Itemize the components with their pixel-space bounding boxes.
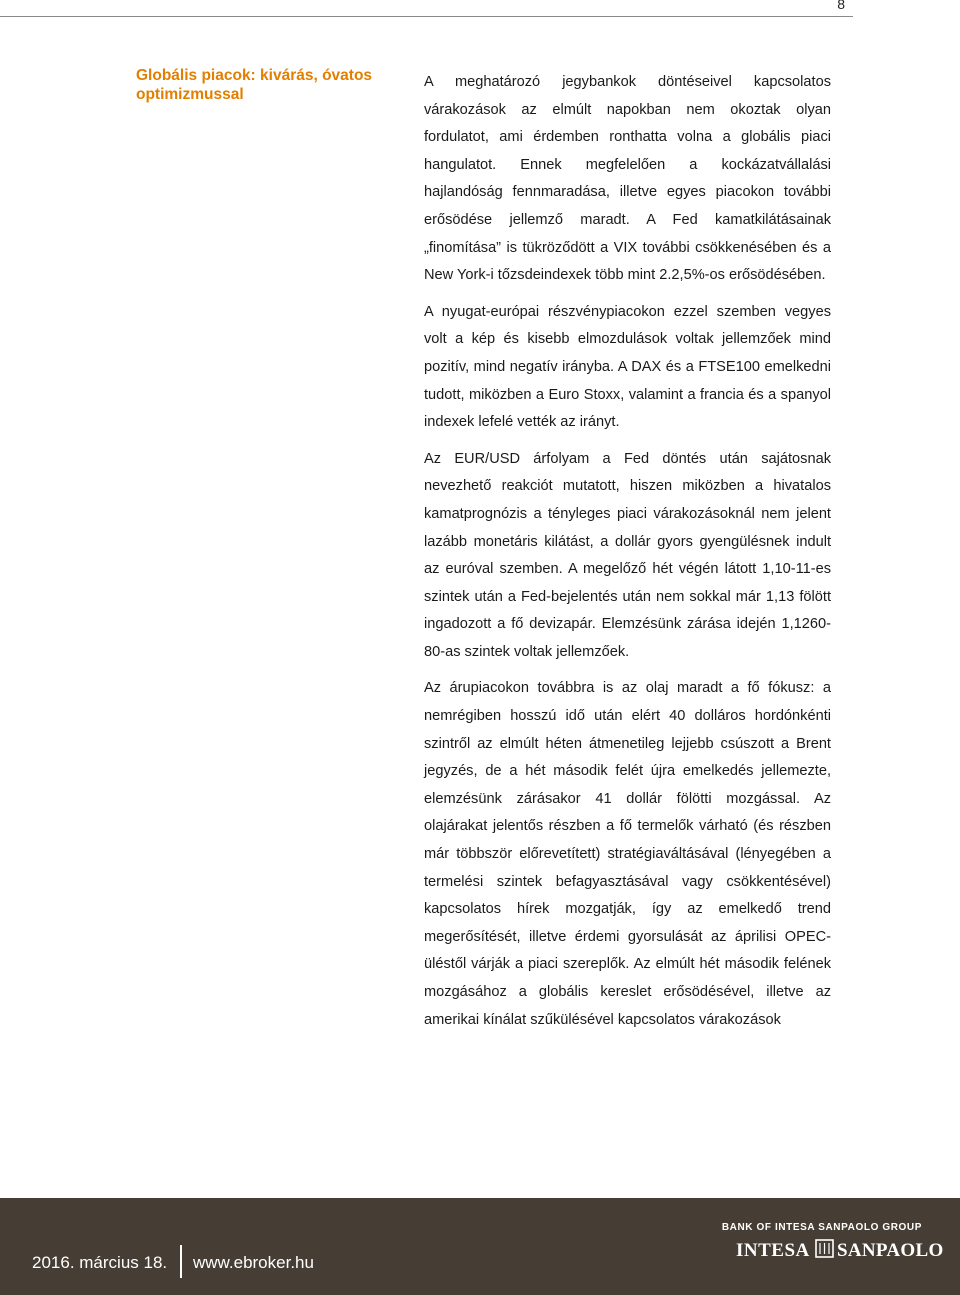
logo-text-right: SANPAOLO xyxy=(837,1240,944,1261)
footer-date: 2016. március 18. xyxy=(32,1253,168,1272)
footer-bar xyxy=(0,1198,960,1295)
footer-url-link[interactable]: www.ebroker.hu xyxy=(193,1253,314,1272)
logo-text-left: INTESA xyxy=(736,1240,810,1261)
sidebar-heading: Globális piacok: kivárás, óvatos optimizmussal xyxy=(136,67,373,103)
bank-group-label: BANK OF INTESA SANPAOLO GROUP xyxy=(721,1222,922,1233)
paragraph: A nyugat-európai részvénypiacokon ezzel szemben vegyes volt a kép és kisebb elmozdulások voltak jellemzőek mind pozitív, mind negatív irányba. A DAX és a FTSE100 emelkedni tudott, miközben a Euro Stoxx, valamint a francia és a spanyol indexek lefelé vették az irányt. xyxy=(424,303,831,431)
intesa-sanpaolo-logo xyxy=(736,1237,944,1261)
footer-divider xyxy=(180,1245,182,1278)
paragraph: Az EUR/USD árfolyam a Fed döntés után sajátosnak nevezhető reakciót mutatott, hiszen miközben a hivatalos kamatprognózis a tényleges piaci várakozásoknál nem jelent lazább monetáris kilátást, a dollár gyors gyengülésnek indult az euróval szemben. A megelőző hét végén látott 1,10-11-es szintek után a Fed-bejelentés után nem sokkal már 1,13 fölött ingadozott a fő devizapár. Elemzésünk zárása idején 1,1260-80-as szintek voltak jellemzőek. xyxy=(424,450,831,660)
header-rule xyxy=(0,16,853,17)
paragraph: Az árupiacokon továbbra is az olaj maradt a fő fókusz: a nemrégiben hosszú idő után elért 40 dolláros hordónkénti szintről az elmúlt héten átmenetileg lejjebb csúszott a Brent jegyzés, de a hét második felét újra emelkedés jellemezte, elemzésünk zárásakor 41 dollár fölötti mozgással. Az olajárakat jelentős részben a fő termelők várható (és részben már többször előrevetített) stratégiaváltásával (lényegében a termelési szintek befagyasztásával vagy csökkentésével) kapcsolatos hírek mozgatják, így az emelkedő trend megerősítését, illetve érdemi gyorsulását az áprilisi OPEC-üléstől várják a piaci szereplők. Az elmúlt hét második felének mozgásához a globális kereslet erősödésével, illetve az amerikai kínálat szűkülésével kapcsolatos várakozások xyxy=(424,680,831,1028)
paragraph: A meghatározó jegybankok döntéseivel kapcsolatos várakozások az elmúlt napokban nem okoztak olyan fordulatot, ami érdemben ronthatta volna a globális piaci hangulatot. Ennek megfelelően a kockázatvállalási hajlandóság fennmaradása, illetve egyes piacokon további erősödése jellemző maradt. A Fed kamatkilátásainak „finomítása” is tükröződött a VIX további csökkenésében és a New York-i tőzsdeindexek több mint 2.2,5%-os erősödésében. xyxy=(424,74,831,284)
article-body xyxy=(424,69,831,1043)
page-number: 8 xyxy=(837,0,845,12)
